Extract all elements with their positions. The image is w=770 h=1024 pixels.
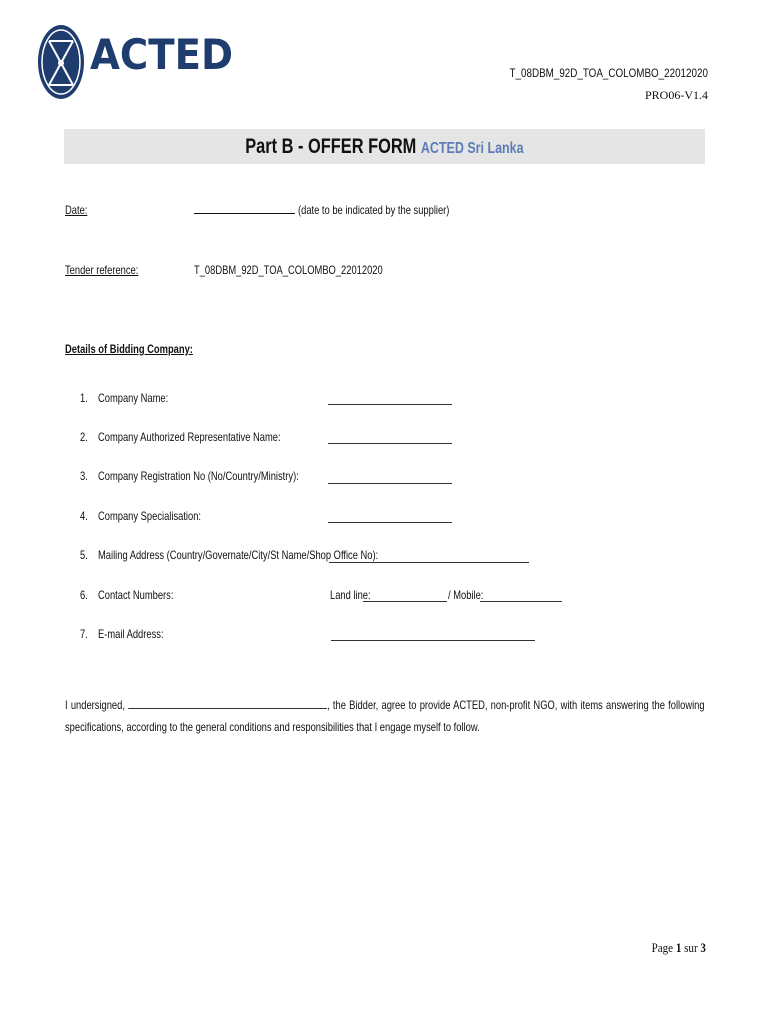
undertaking-prefix: I undersigned, [65,698,125,712]
email-address-label: E-mail Address: [98,627,164,641]
title-subtitle: ACTED Sri Lanka [421,139,524,157]
list-item-number: 1. [80,391,88,405]
registration-no-label: Company Registration No (No/Country/Ministry): [98,469,299,483]
list-item-number: 3. [80,469,88,483]
list-item-number: 6. [80,588,88,602]
document-version: PRO06-V1.4 [644,88,708,102]
company-name-label: Company Name: [98,391,169,405]
list-item-number: 5. [80,548,88,562]
date-label: Date: [65,203,88,217]
details-heading: Details of Bidding Company: [65,342,193,356]
acted-logo-emblem [37,23,85,101]
representative-name-field[interactable] [328,443,452,444]
title-main-text: Part B - OFFER FORM [245,134,417,158]
acted-logo-text: ACTED [90,30,234,79]
contact-numbers-label: Contact Numbers: [98,588,174,602]
specialisation-field[interactable] [328,522,452,523]
specialisation-label: Company Specialisation: [98,509,202,523]
company-name-field[interactable] [328,404,452,405]
list-item-number: 4. [80,509,88,523]
page-total: 3 [700,940,706,955]
page-word: Page [651,940,674,955]
date-input-line[interactable] [194,213,295,214]
tender-reference-value: T_08DBM_92D_TOA_COLOMBO_22012020 [194,263,383,277]
page-title [245,135,523,159]
landline-label: Land line: [330,588,371,602]
undersigned-name-field[interactable] [128,698,327,709]
page-separator: sur [684,940,698,955]
landline-field[interactable] [363,601,447,602]
email-address-field[interactable] [331,640,535,641]
mobile-field[interactable] [480,601,562,602]
page-current: 1 [675,940,682,955]
mailing-address-field[interactable] [329,562,529,563]
list-item-number: 7. [80,627,88,641]
undertaking-paragraph [65,694,705,738]
document-reference: T_08DBM_92D_TOA_COLOMBO_22012020 [509,66,708,80]
date-note: (date to be indicated by the supplier) [298,203,450,217]
title-banner [64,129,705,164]
undertaking-suffix: , the Bidder, agree to provide ACTED, non-profit NGO, with items answering the following specifications, according to the general conditions and responsibilities that I engage myself to follow. [65,698,705,734]
mailing-address-label: Mailing Address (Country/Governate/City/St Name/Shop Office No): [98,548,379,562]
list-item-number: 2. [80,430,88,444]
tender-reference-label: Tender reference: [65,263,139,277]
representative-name-label: Company Authorized Representative Name: [98,430,281,444]
page-number [652,940,706,956]
mobile-label: / Mobile: [448,588,484,602]
registration-no-field[interactable] [328,483,452,484]
